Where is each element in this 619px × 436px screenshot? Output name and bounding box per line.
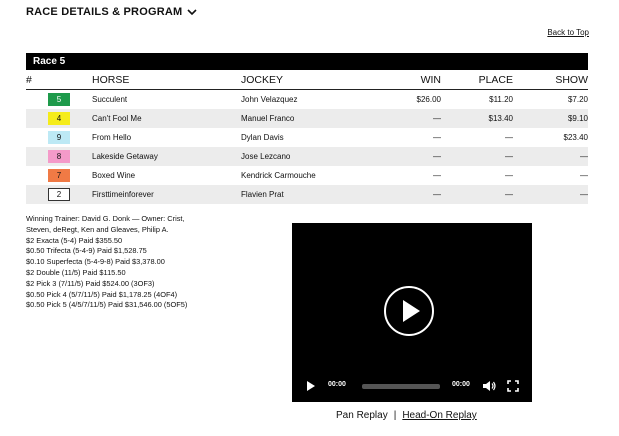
jockey-name-cell: John Velazquez: [241, 95, 298, 104]
big-play-button[interactable]: [384, 286, 434, 336]
replay-links: [336, 410, 477, 421]
horse-name-cell: Lakeside Getaway: [92, 152, 158, 161]
place-payout-cell: $13.40: [488, 114, 513, 123]
volume-icon[interactable]: [482, 380, 496, 392]
program-number-badge: 2: [48, 188, 70, 201]
program-number-badge: 8: [48, 150, 70, 163]
chevron-down-icon[interactable]: [187, 8, 197, 16]
video-controls: [292, 379, 532, 393]
table-header-row: [26, 71, 588, 90]
program-number-badge: 9: [48, 131, 70, 144]
jockey-name-cell: Kendrick Carmouche: [241, 171, 316, 180]
col-win-header: WIN: [420, 74, 441, 86]
payouts-section: [26, 214, 278, 311]
place-payout-cell: $11.20: [489, 95, 513, 104]
replay-separator: |: [393, 410, 397, 421]
table-row: [26, 128, 588, 147]
back-to-top-link[interactable]: Back to Top: [547, 28, 589, 37]
payout-line: $0.10 Superfecta (5-4-9-8) Paid $3,378.00: [26, 257, 165, 267]
program-number-badge: 7: [48, 169, 70, 182]
jockey-name-cell: Jose Lezcano: [241, 152, 291, 161]
payout-line: $0.50 Pick 4 (5/7/11/5) Paid $1,178.25 (4OF4): [26, 289, 178, 299]
col-place-header: PLACE: [478, 74, 513, 86]
horse-name-cell: Firsttimeinforever: [92, 190, 154, 199]
head-on-replay-link[interactable]: Head-On Replay: [402, 410, 477, 421]
win-payout-cell: —: [433, 133, 441, 142]
current-time: 00:00: [328, 381, 346, 388]
payout-line: $2 Exacta (5-4) Paid $355.50: [26, 235, 123, 245]
place-payout-cell: —: [505, 152, 513, 161]
col-num-header: #: [26, 74, 32, 86]
payout-line: $0.50 Trifecta (5-4-9) Paid $1,528.75: [26, 246, 147, 256]
table-row: [26, 185, 588, 204]
show-payout-cell: —: [580, 171, 588, 180]
table-row: [26, 90, 588, 110]
win-payout-cell: —: [433, 152, 441, 161]
show-payout-cell: —: [580, 190, 588, 199]
payout-line: $2 Pick 3 (7/11/5) Paid $524.00 (3OF3): [26, 278, 155, 288]
show-payout-cell: —: [580, 152, 588, 161]
program-number-cell: [26, 166, 92, 185]
program-number-badge: 4: [48, 112, 70, 125]
race-header: [26, 53, 588, 70]
program-number-cell: [26, 185, 92, 204]
results-table: [26, 71, 588, 204]
win-payout-cell: —: [433, 190, 441, 199]
progress-bar[interactable]: [362, 384, 440, 389]
col-show-header: SHOW: [555, 74, 588, 86]
section-header[interactable]: [26, 4, 197, 20]
col-jockey-header: JOCKEY: [241, 74, 284, 86]
program-number-cell: [26, 109, 92, 128]
show-payout-cell: $23.40: [563, 133, 588, 142]
table-row: [26, 109, 588, 128]
program-number-cell: [26, 128, 92, 147]
place-payout-cell: —: [505, 171, 513, 180]
place-payout-cell: —: [505, 133, 513, 142]
program-number-badge: 5: [48, 93, 70, 106]
show-payout-cell: $9.10: [567, 114, 588, 123]
race-label: Race 5: [33, 56, 66, 67]
trainer-owner-line: Steven, deRegt, Ken and Gleaves, Philip A.: [26, 224, 169, 234]
win-payout-cell: $26.00: [416, 95, 441, 104]
win-payout-cell: —: [433, 171, 441, 180]
horse-name-cell: Succulent: [92, 95, 128, 104]
show-payout-cell: $7.20: [567, 95, 588, 104]
fullscreen-icon[interactable]: [507, 380, 519, 392]
jockey-name-cell: Dylan Davis: [241, 133, 284, 142]
jockey-name-cell: Manuel Franco: [241, 114, 295, 123]
payout-line: $0.50 Pick 5 (4/5/7/11/5) Paid $31,546.00 (5OF5): [26, 300, 188, 310]
table-row: [26, 166, 588, 185]
payout-line: $2 Double (11/5) Paid $115.50: [26, 267, 126, 277]
replay-video-player[interactable]: [292, 223, 532, 402]
horse-name-cell: From Hello: [92, 133, 132, 142]
horse-name-cell: Boxed Wine: [92, 171, 136, 180]
place-payout-cell: —: [505, 190, 513, 199]
jockey-name-cell: Flavien Prat: [241, 190, 284, 199]
program-number-cell: [26, 90, 92, 110]
control-play-icon[interactable]: [307, 381, 315, 391]
trainer-owner-line: Winning Trainer: David G. Donk — Owner: Crist,: [26, 214, 185, 223]
win-payout-cell: —: [433, 114, 441, 123]
col-horse-header: HORSE: [92, 74, 130, 86]
horse-name-cell: Can't Fool Me: [92, 114, 142, 123]
pan-replay-link[interactable]: Pan Replay: [336, 410, 388, 421]
duration-time: 00:00: [452, 381, 470, 388]
program-number-cell: [26, 147, 92, 166]
table-row: [26, 147, 588, 166]
section-title: RACE DETAILS & PROGRAM: [26, 6, 183, 18]
play-icon: [403, 300, 420, 322]
